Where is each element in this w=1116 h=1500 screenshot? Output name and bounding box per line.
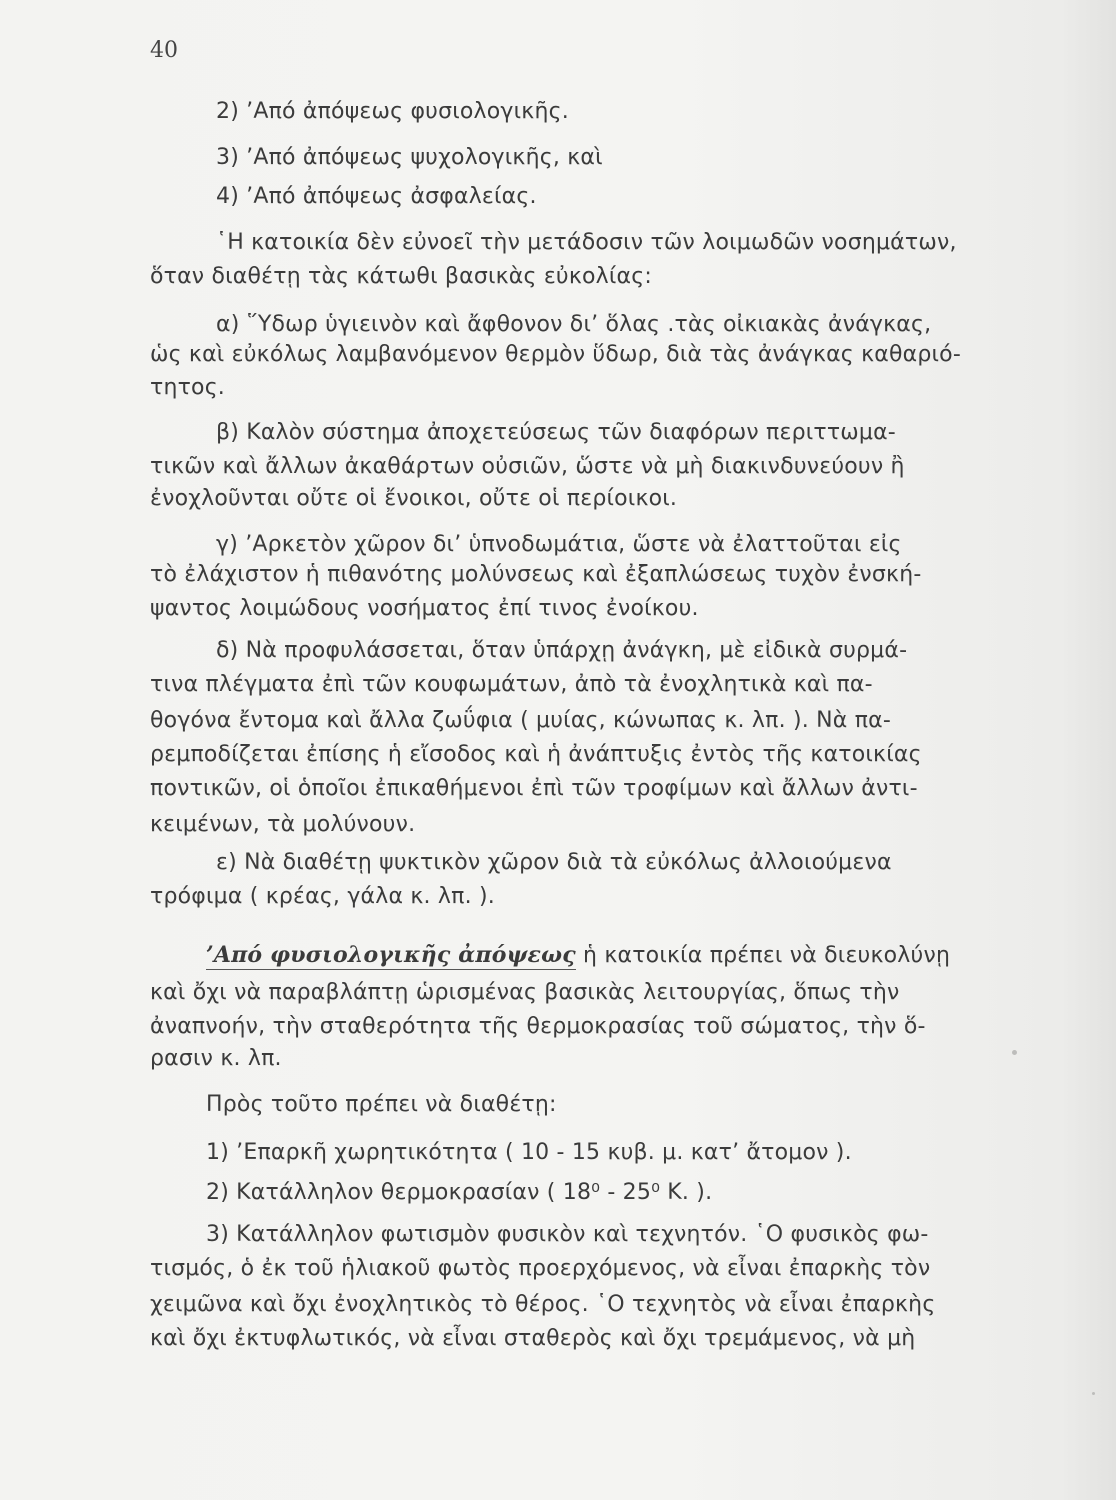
text-line: καὶ ὄχι νὰ παραβλάπτῃ ὡρισμένας βασικὰς λειτουργίας, ὅπως τὴν [150, 980, 900, 1005]
text-line: 3) ’Από ἀπόψεως ψυχολογικῆς, καὶ [216, 145, 603, 170]
text-line: τὸ ἐλάχιστον ἡ πιθανότης μολύνσεως καὶ ἐξαπλώσεως τυχὸν ἐνσκή- [150, 562, 922, 587]
text-line: 4) ’Από ἀπόψεως ἀσφαλείας. [216, 184, 537, 209]
underlined-heading: ’Από φυσιολογικῆς ἀπόψεως [206, 942, 576, 968]
text-line: ρεμποδίζεται ἐπίσης ἡ εἴσοδος καὶ ἡ ἀνάπτυξις ἐντὸς τῆς κατοικίας [150, 742, 922, 767]
text-line: ἐνοχλοῦνται οὔτε οἱ ἔνοικοι, οὔτε οἱ περίοικοι. [150, 486, 678, 511]
text-line: τητος. [150, 375, 225, 400]
scan-speck [1092, 1392, 1095, 1395]
text-line: τρόφιμα ( κρέας, γάλα κ. λπ. ). [150, 884, 495, 909]
text-line: ψαντος λοιμώδους νοσήματος ἐπί τινος ἐνοίκου. [150, 596, 699, 621]
text-line: 1) ’Επαρκῆ χωρητικότητα ( 10 - 15 κυβ. μ. κατ’ ἄτομον ). [206, 1140, 852, 1165]
text-line: τισμός, ὁ ἐκ τοῦ ἡλιακοῦ φωτὸς προερχόμενος, νὰ εἶναι ἐπαρκὴς τὸν [150, 1256, 931, 1281]
text-line: ε) Νὰ διαθέτῃ ψυκτικὸν χῶρον διὰ τὰ εὐκόλως ἀλλοιούμενα [216, 850, 892, 875]
text-line: α) ῞Υδωρ ὑγιεινὸν καὶ ἄφθονον δι’ ὅλας .τὰς οἰκιακὰς ἀνάγκας, [216, 312, 932, 337]
text-line: χειμῶνα καὶ ὄχι ἐνοχλητικὸς τὸ θέρος. ῾Ο τεχνητὸς νὰ εἶναι ἐπαρκὴς [150, 1292, 936, 1317]
text-line: Πρὸς τοῦτο πρέπει νὰ διαθέτῃ: [206, 1092, 557, 1117]
text-line: καὶ ὄχι ἐκτυφλωτικός, νὰ εἶναι σταθερὸς καὶ ὄχι τρεμάμενος, νὰ μὴ [150, 1326, 916, 1351]
text-line: τινα πλέγματα ἐπὶ τῶν κουφωμάτων, ἀπὸ τὰ ἐνοχλητικὰ καὶ πα- [150, 672, 873, 697]
text-line: β) Καλὸν σύστημα ἀποχετεύσεως τῶν διαφόρων περιττωμα- [216, 420, 896, 445]
text-line: δ) Νὰ προφυλάσσεται, ὅταν ὑπάρχῃ ἀνάγκη, μὲ εἰδικὰ συρμά- [216, 638, 908, 663]
text-line: ὅταν διαθέτῃ τὰς κάτωθι βασικὰς εὐκολίας: [150, 264, 652, 289]
text-line: θογόνα ἔντομα καὶ ἄλλα ζωΰφια ( μυίας, κώνωπας κ. λπ. ). Νὰ πα- [150, 708, 891, 733]
text-line: ρασιν κ. λπ. [150, 1046, 282, 1071]
text-line: ῾Η κατοικία δὲν εὐνοεῖ τὴν μετάδοσιν τῶν λοιμωδῶν νοσημάτων, [216, 230, 957, 255]
text-line: 3) Κατάλληλον φωτισμὸν φυσικὸν καὶ τεχνητόν. ῾Ο φυσικὸς φω- [206, 1222, 929, 1247]
text-line: 2) Κατάλληλον θερμοκρασίαν ( 18⁰ - 25⁰ Κ. ). [206, 1180, 713, 1205]
text-line: ὡς καὶ εὐκόλως λαμβανόμενον θερμὸν ὕδωρ, διὰ τὰς ἀνάγκας καθαριό- [150, 342, 961, 367]
page-number: 40 [150, 38, 178, 63]
text-line: ἡ κατοικία πρέπει νὰ διευκολύνῃ [583, 943, 951, 968]
scan-speck [1012, 1050, 1017, 1055]
text-line: ποντικῶν, οἱ ὁποῖοι ἐπικαθήμενοι ἐπὶ τῶν τροφίμων καὶ ἄλλων ἀντι- [150, 776, 918, 801]
section-heading-line [206, 940, 950, 971]
text-line: γ) ’Αρκετὸν χῶρον δι’ ὑπνοδωμάτια, ὥστε νὰ ἐλαττοῦται εἰς [216, 532, 902, 557]
text-line: 2) ’Από ἀπόψεως φυσιολογικῆς. [216, 99, 569, 124]
text-line: ἀναπνοήν, τὴν σταθερότητα τῆς θερμοκρασίας τοῦ σώματος, τὴν ὅ- [150, 1014, 926, 1039]
text-line: κειμένων, τὰ μολύνουν. [150, 812, 416, 837]
text-line: τικῶν καὶ ἄλλων ἀκαθάρτων οὐσιῶν, ὥστε νὰ μὴ διακινδυνεύουν ἢ [150, 454, 905, 479]
